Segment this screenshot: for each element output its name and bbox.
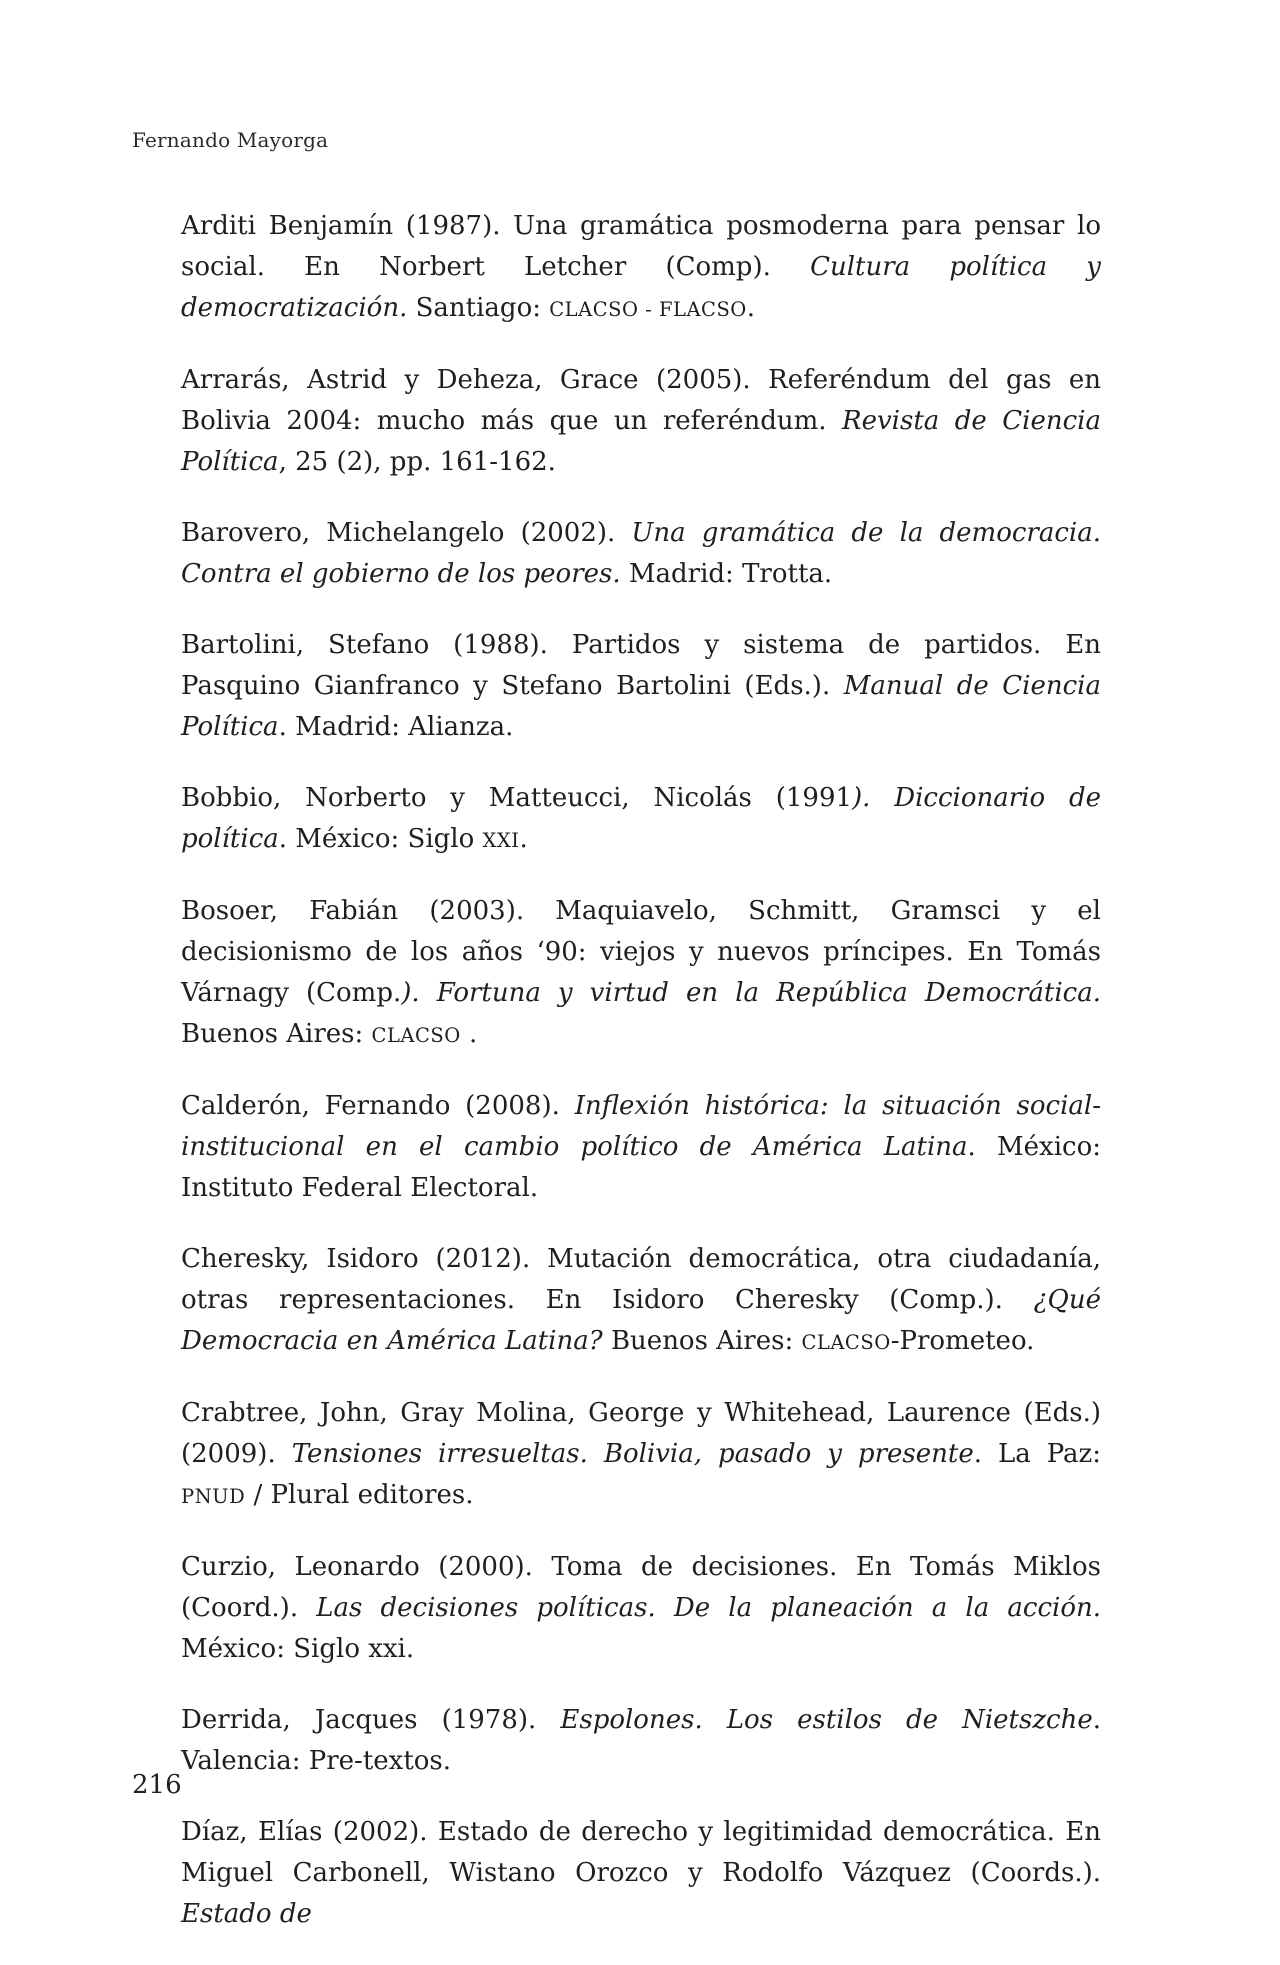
entry-text: . <box>746 293 756 323</box>
entry-text: . México: Siglo <box>278 824 483 854</box>
entry-text: Madrid: Trotta. <box>620 559 833 589</box>
entry-smallcaps: CLACSO <box>371 1024 461 1047</box>
entry-title-italic: Cultura política y democratización. <box>181 252 1101 323</box>
entry-smallcaps: PNUD <box>181 1485 246 1508</box>
entry-title-italic: ). Diccionario de política <box>181 783 1101 854</box>
bibliography-entry <box>181 1086 1101 1209</box>
running-header-author: Fernando Mayorga <box>132 128 329 152</box>
entry-text: Santiago: <box>407 293 550 323</box>
entry-text: Buenos Aires: <box>602 1326 802 1356</box>
entry-title-italic: Una gramática de la democracia. Contra el gobierno de los peores. <box>181 518 1101 589</box>
bibliography-list <box>181 206 1101 1965</box>
entry-text: . Valencia: Pre-textos. <box>181 1705 1101 1776</box>
entry-title-italic: Las decisiones políticas. De la planeación a la acción. <box>316 1593 1101 1623</box>
entry-smallcaps: CLACSO - FLACSO <box>549 298 747 321</box>
entry-text: Buenos Aires: <box>181 1019 372 1049</box>
entry-title-italic: Estado de <box>181 1899 312 1929</box>
page-number: 216 <box>132 1770 182 1800</box>
bibliography-entry <box>181 1393 1101 1517</box>
entry-text: . <box>460 1019 478 1049</box>
entry-title-italic: Tensiones irresueltas. Bolivia, pasado y presente <box>291 1439 974 1469</box>
bibliography-entry <box>181 1547 1101 1670</box>
entry-text: . Madrid: Alianza. <box>278 712 514 742</box>
entry-title-italic: ). Fortuna y virtud en la República Democrática. <box>401 978 1101 1008</box>
entry-text: México: Siglo xxi. <box>181 1634 415 1664</box>
entry-text: Bartolini, Stefano (1988). Partidos y sistema de partidos. En Pasquino Gianfranco y Stefano Bartolini (Eds.). <box>181 630 1101 701</box>
bibliography-entry <box>181 1812 1101 1935</box>
entry-smallcaps: XXI <box>482 829 520 852</box>
entry-text: , 25 (2), pp. 161-162. <box>278 447 556 477</box>
entry-text: Bosoer, Fabián (2003). Maquiavelo, Schmitt, Gramsci y el decisionismo de los años ‘90: viejos y nuevos príncipes. En Tomás Várnagy (Comp. <box>181 896 1101 1008</box>
entry-text: Bobbio, Norberto y Matteucci, Nicolás (1991 <box>181 783 853 813</box>
bibliography-entry <box>181 360 1101 483</box>
bibliography-entry <box>181 1700 1101 1782</box>
entry-text: Curzio, Leonardo (2000). Toma de decisiones. En Tomás Miklos (Coord.). <box>181 1552 1101 1623</box>
entry-text: . <box>519 824 528 854</box>
entry-title-italic: Manual de Ciencia Política <box>181 671 1101 742</box>
entry-title-italic: Inflexión histórica: la situación social-institucional en el cambio político de América Latina <box>181 1091 1102 1162</box>
entry-text: Arrarás, Astrid y Deheza, Grace (2005). Referéndum del gas en Bolivia 2004: mucho más que un referéndum. <box>181 365 1101 436</box>
bibliography-entry <box>181 891 1101 1056</box>
entry-text: -Prometeo. <box>890 1326 1035 1356</box>
bibliography-entry <box>181 206 1101 330</box>
entry-text: / Plural editores. <box>245 1480 474 1510</box>
entry-text: Derrida, Jacques (1978). <box>181 1705 561 1735</box>
bibliography-entry <box>181 778 1101 861</box>
entry-title-italic: ¿Qué Democracia en América Latina? <box>181 1285 1101 1356</box>
entry-text: Barovero, Michelangelo (2002). <box>181 518 632 548</box>
entry-text: Díaz, Elías (2002). Estado de derecho y legitimidad democrática. En Miguel Carbonell, Wistano Orozco y Rodolfo Vázquez (Coords.). <box>181 1817 1101 1888</box>
entry-title-italic: Espolones. Los estilos de Nietszche <box>560 1705 1093 1735</box>
entry-text: . México: Instituto Federal Electoral. <box>181 1132 1101 1203</box>
entry-text: Calderón, Fernando (2008). <box>181 1091 575 1121</box>
entry-text: Cheresky, Isidoro (2012). Mutación democrática, otra ciudadanía, otras representaciones. En Isidoro Cheresky (Comp.). <box>181 1244 1101 1315</box>
entry-title-italic: Revista de Ciencia Política <box>181 406 1101 477</box>
bibliography-entry <box>181 625 1101 748</box>
entry-text: . La Paz: <box>973 1439 1102 1469</box>
entry-smallcaps: CLACSO <box>801 1331 891 1354</box>
entry-text: Arditi Benjamín (1987). Una gramática posmoderna para pensar lo social. En Norbert Letcher (Comp). <box>181 211 1101 282</box>
entry-text: Crabtree, John, Gray Molina, George y Whitehead, Laurence (Eds.) (2009). <box>181 1398 1101 1469</box>
bibliography-entry <box>181 1239 1101 1363</box>
bibliography-entry <box>181 513 1101 595</box>
